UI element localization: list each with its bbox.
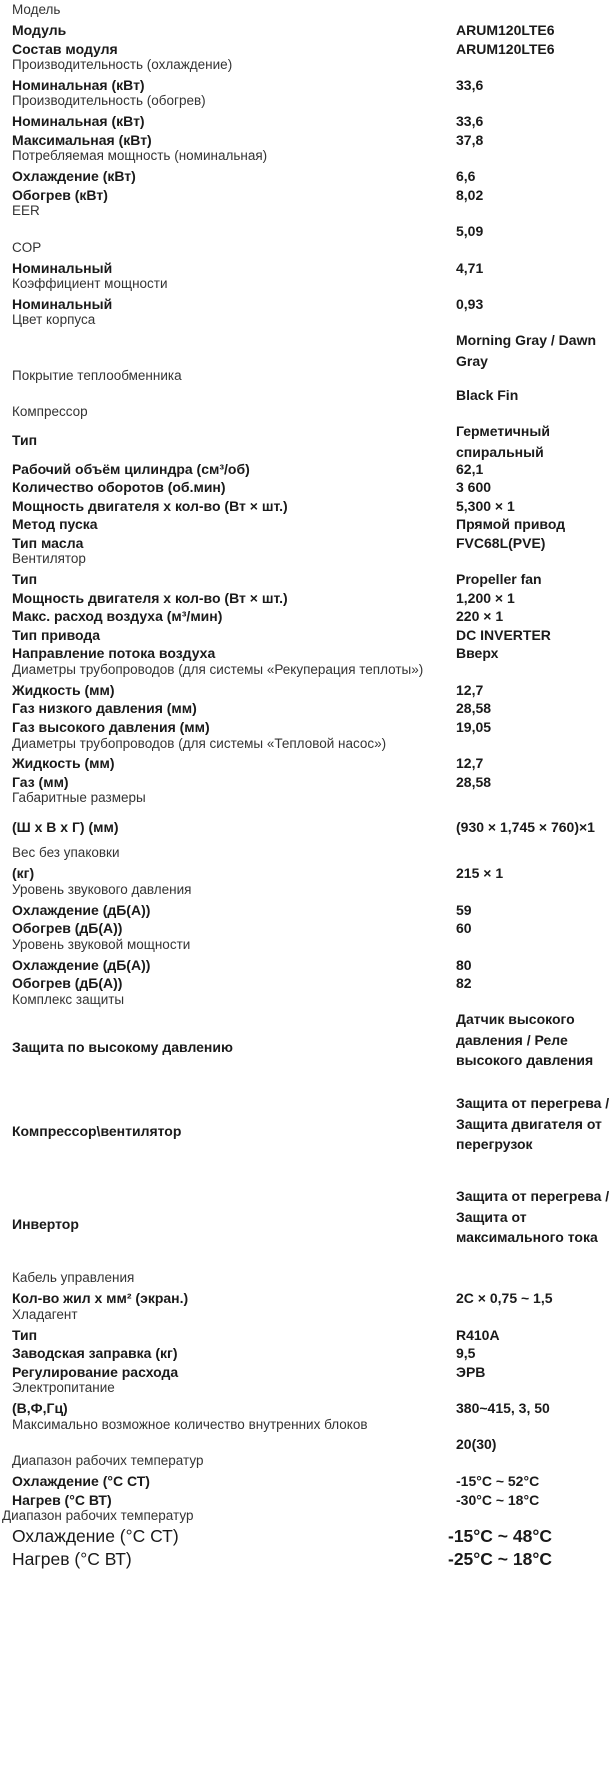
row-label: Тип масла (12, 535, 84, 551)
row-label: Мощность двигателя х кол-во (Вт × шт.) (12, 590, 288, 606)
row-label: Максимальная (кВт) (12, 132, 152, 148)
row-label: Состав модуля (12, 41, 118, 57)
row-value: -30°C ~ 18°C (456, 1492, 540, 1508)
row-value: Propeller fan (456, 571, 542, 587)
row-value: 19,05 (456, 719, 492, 735)
section-title: Габаритные размеры (12, 790, 146, 805)
row-value: 0,93 (456, 296, 484, 312)
row-label: Охлаждение (кВт) (12, 168, 136, 184)
row-value: FVC68L(PVE) (456, 535, 546, 551)
row-label: Рабочий объём цилиндра (см³/об) (12, 461, 250, 477)
row-label: Макс. расход воздуха (м³/мин) (12, 608, 223, 624)
section-title: Максимально возможное количество внутренних блоков (12, 1417, 368, 1432)
row-label: Регулирование расхода (12, 1364, 179, 1380)
section-title: COP (12, 240, 42, 255)
row-value: 28,58 (456, 700, 492, 716)
row-label: Тип (12, 571, 38, 587)
row-value: 380~415, 3, 50 (456, 1400, 550, 1416)
row-value: Датчик высокого давления / Реле высокого давления (456, 1011, 594, 1069)
row-label: Номинальный (12, 296, 113, 312)
row-value: 5,300 × 1 (456, 498, 515, 514)
row-value: DC INVERTER (456, 627, 551, 643)
section-title: Уровень звукового давления (12, 882, 192, 897)
row-value: 33,6 (456, 113, 484, 129)
row-value: ARUM120LTE6 (456, 22, 555, 38)
row-label: Номинальный (12, 260, 113, 276)
row-label: Обогрев (дБ(А)) (12, 975, 123, 991)
row-value: Защита от перегрева / Защита от максимального тока (456, 1188, 610, 1246)
row-label: Компрессор\вентилятор (12, 1123, 182, 1139)
row-label: (кг) (12, 865, 35, 881)
row-label: (В,Ф,Гц) (12, 1400, 68, 1416)
row-label: Тип привода (12, 627, 101, 643)
row-value: 80 (456, 957, 472, 973)
row-value: 1,200 × 1 (456, 590, 515, 606)
row-value: Black Fin (456, 387, 519, 403)
section-title: Цвет корпуса (12, 312, 96, 327)
extra-row-label: Нагрев (°C ВТ) (12, 1549, 132, 1569)
row-value: -15°C ~ 52°C (456, 1473, 540, 1489)
row-value: 3 600 (456, 479, 492, 495)
section-title: Коэффициент мощности (12, 276, 168, 291)
row-value: Защита от перегрева / Защита двигателя от перегрузок (456, 1095, 610, 1153)
extra-section-title: Диапазон рабочих температур (2, 1508, 194, 1523)
section-title: Модель (12, 2, 61, 17)
row-value: 8,02 (456, 187, 484, 203)
section-title: Уровень звуковой мощности (12, 937, 191, 952)
row-label: Охлаждение (дБ(А)) (12, 902, 151, 918)
row-value: 62,1 (456, 461, 484, 477)
row-label: Кол-во жил x мм² (экран.) (12, 1290, 189, 1306)
row-label: Заводская заправка (кг) (12, 1345, 178, 1361)
row-value: 5,09 (456, 223, 484, 239)
row-label: Жидкость (мм) (12, 682, 115, 698)
row-value: 60 (456, 920, 472, 936)
row-label: Жидкость (мм) (12, 755, 115, 771)
section-title: Диаметры трубопроводов (для системы «Тепловой насос») (12, 736, 387, 751)
row-value: 2C × 0,75 ~ 1,5 (456, 1290, 553, 1306)
row-label: Метод пуска (12, 516, 98, 532)
row-value: 33,6 (456, 77, 484, 93)
row-value: 82 (456, 975, 472, 991)
row-value: (930 × 1,745 × 760)×1 (456, 819, 595, 835)
row-value: 4,71 (456, 260, 484, 276)
row-label: Количество оборотов (об.мин) (12, 479, 226, 495)
row-value: 220 × 1 (456, 608, 504, 624)
row-label: Тип (12, 432, 38, 448)
row-value: 20(30) (456, 1436, 497, 1452)
section-title: Вес без упаковки (12, 845, 120, 860)
row-label: Мощность двигателя х кол-во (Вт × шт.) (12, 498, 288, 514)
row-label: Газ высокого давления (мм) (12, 719, 210, 735)
row-value: ЭРВ (456, 1364, 486, 1380)
row-value: Герметичный спиральный (456, 423, 550, 460)
extra-row-value: -15°C ~ 48°C (448, 1526, 552, 1546)
extra-row-label: Охлаждение (°C СТ) (12, 1526, 179, 1546)
section-title: Диаметры трубопроводов (для системы «Рекуперация теплоты») (12, 662, 424, 677)
row-label: Охлаждение (дБ(А)) (12, 957, 151, 973)
row-value: 37,8 (456, 132, 484, 148)
row-value: Прямой привод (456, 516, 566, 532)
row-value: 6,6 (456, 168, 476, 184)
section-title: Производительность (охлаждение) (12, 57, 233, 72)
section-title: Вентилятор (12, 551, 86, 566)
row-label: Номинальная (кВт) (12, 77, 145, 93)
row-label: Охлаждение (°C СТ) (12, 1473, 150, 1489)
row-label: Нагрев (°C ВТ) (12, 1492, 112, 1508)
section-title: EER (12, 203, 40, 218)
row-value: 28,58 (456, 774, 492, 790)
section-title: Хладагент (12, 1307, 78, 1322)
row-label: (Ш х В х Г) (мм) (12, 819, 119, 835)
row-label: Защита по высокому давлению (12, 1039, 233, 1055)
section-title: Потребляемая мощность (номинальная) (12, 148, 268, 163)
section-title: Компрессор (12, 404, 88, 419)
section-title: Диапазон рабочих температур (12, 1453, 204, 1468)
row-value: ARUM120LTE6 (456, 41, 555, 57)
row-label: Инвертор (12, 1216, 79, 1232)
row-label: Тип (12, 1327, 38, 1343)
row-label: Номинальная (кВт) (12, 113, 145, 129)
section-title: Производительность (обогрев) (12, 93, 206, 108)
extra-row-value: -25°C ~ 18°C (448, 1549, 552, 1569)
row-label: Модуль (12, 22, 67, 38)
row-label: Газ (мм) (12, 774, 69, 790)
section-title: Кабель управления (12, 1270, 135, 1285)
row-label: Обогрев (кВт) (12, 187, 108, 203)
row-value: 59 (456, 902, 472, 918)
row-value: 12,7 (456, 755, 484, 771)
row-value: R410A (456, 1327, 500, 1343)
row-value: 215 × 1 (456, 865, 504, 881)
row-label: Обогрев (дБ(А)) (12, 920, 123, 936)
row-value: 12,7 (456, 682, 484, 698)
row-label: Направление потока воздуха (12, 645, 216, 661)
row-value: Вверх (456, 645, 499, 661)
section-title: Электропитание (12, 1380, 115, 1395)
section-title: Покрытие теплообменника (12, 368, 182, 383)
section-title: Комплекс защиты (12, 992, 125, 1007)
row-label: Газ низкого давления (мм) (12, 700, 197, 716)
row-value: Morning Gray / Dawn Gray (456, 332, 597, 369)
row-value: 9,5 (456, 1345, 476, 1361)
